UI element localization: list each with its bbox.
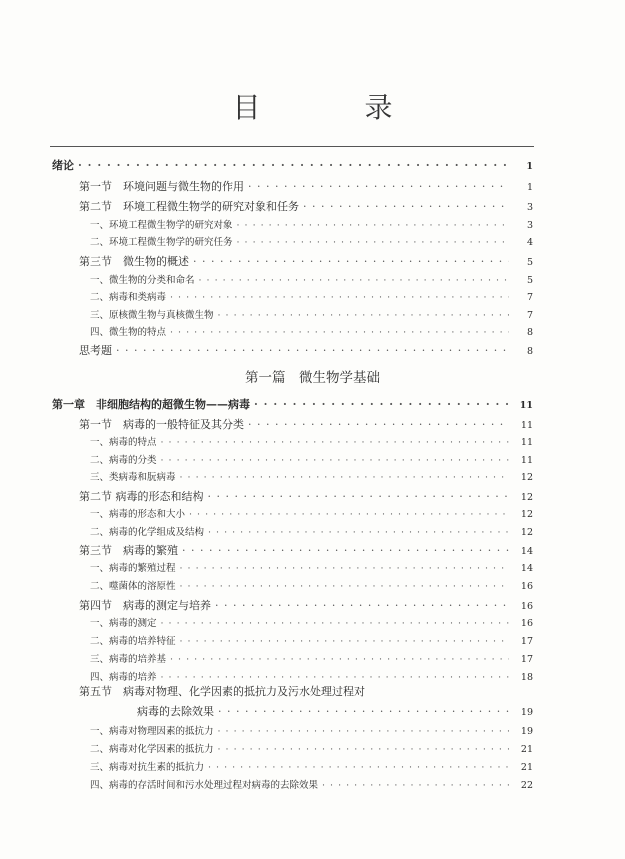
toc-entry-label: 一、病毒的形态和大小 — [90, 509, 186, 520]
leader-dots — [170, 327, 509, 338]
leader-dots — [199, 275, 509, 286]
toc-entry-label: 一、微生物的分类和命名 — [90, 275, 195, 286]
leader-dots — [180, 563, 509, 574]
toc-entry[interactable] — [90, 434, 533, 448]
leader-dots — [161, 455, 509, 466]
toc-page-number: 11 — [520, 437, 533, 448]
toc-entry[interactable] — [90, 234, 533, 248]
leader-dots — [170, 654, 509, 665]
toc-page-number: 8 — [526, 346, 533, 357]
leader-dots — [180, 636, 509, 647]
leader-dots — [254, 398, 509, 411]
leader-dots — [208, 490, 510, 503]
toc-entry[interactable] — [90, 324, 533, 338]
toc-entry[interactable] — [90, 289, 533, 303]
toc-page-number: 18 — [520, 672, 533, 683]
toc-entry-label: 第四节 病毒的测定与培养 — [79, 599, 211, 612]
toc-entry[interactable] — [90, 633, 533, 647]
toc-page-number: 12 — [520, 472, 533, 483]
leader-dots — [161, 618, 509, 629]
toc-page-number: 3 — [526, 202, 533, 213]
toc-entry-label: 病毒的去除效果 — [137, 705, 214, 718]
toc-page-number: 5 — [526, 275, 533, 286]
toc-entry[interactable] — [90, 469, 533, 483]
leader-dots — [208, 527, 509, 538]
toc-page-number: 11 — [520, 420, 533, 431]
leader-dots — [218, 726, 509, 737]
toc-page-number: 19 — [520, 707, 533, 718]
toc-entry[interactable] — [90, 669, 533, 683]
toc-entry-label: 二、环境工程微生物学的研究任务 — [90, 237, 233, 248]
leader-dots — [193, 255, 509, 268]
toc-entry-label: 一、环境工程微生物学的研究对象 — [90, 220, 233, 231]
toc-entry[interactable] — [90, 217, 533, 231]
toc-entry[interactable] — [79, 488, 533, 504]
leader-dots — [180, 581, 509, 592]
toc-entry-section5-line1[interactable] — [79, 683, 533, 699]
part-title: 第一篇 微生物学基础 — [245, 370, 380, 386]
leader-dots — [78, 159, 509, 172]
toc-entry[interactable] — [90, 777, 533, 791]
toc-entry-label: 第一章 非细胞结构的超微生物——病毒 — [52, 398, 250, 411]
toc-entry-label: 四、微生物的特点 — [90, 327, 167, 338]
toc-entry-label: 一、病毒的特点 — [90, 437, 157, 448]
leader-dots — [180, 472, 509, 483]
toc-page-number: 16 — [520, 581, 533, 592]
toc-page-number: 14 — [520, 563, 533, 574]
toc-entry[interactable] — [90, 307, 533, 321]
toc-entry-label: 第一节 病毒的一般特征及其分类 — [79, 418, 244, 431]
toc-entry-label: 二、病毒的分类 — [90, 455, 157, 466]
leader-dots — [170, 292, 509, 303]
toc-entry[interactable] — [90, 506, 533, 520]
toc-entry-label: 二、噬菌体的溶原性 — [90, 581, 176, 592]
toc-page-number: 5 — [526, 257, 533, 268]
leader-dots — [237, 237, 509, 248]
toc-entry-label: 二、病毒的培养特征 — [90, 636, 176, 647]
leader-dots — [248, 180, 509, 193]
toc-entry[interactable] — [90, 723, 533, 737]
toc-page-number: 22 — [520, 780, 533, 791]
toc-entry-label: 三、类病毒和朊病毒 — [90, 472, 176, 483]
toc-entry-label: 二、病毒的化学组成及结构 — [90, 527, 205, 538]
toc-page-number: 8 — [526, 327, 533, 338]
leader-dots — [322, 780, 509, 791]
toc-page-number: 12 — [520, 527, 533, 538]
toc-page-number: 1 — [526, 182, 533, 193]
toc-entry[interactable] — [90, 560, 533, 574]
toc-page-number: 17 — [520, 654, 533, 665]
toc-entry-label: 三、病毒对抗生素的抵抗力 — [90, 762, 205, 773]
toc-entry-label: 第五节 病毒对物理、化学因素的抵抗力及污水处理过程对 — [79, 685, 365, 698]
toc-page-number: 4 — [526, 237, 533, 248]
leader-dots — [161, 437, 509, 448]
toc-entry[interactable] — [90, 741, 533, 755]
toc-entry[interactable] — [79, 342, 533, 358]
toc-entry-label: 二、病毒对化学因素的抵抗力 — [90, 744, 214, 755]
toc-entry[interactable] — [90, 524, 533, 538]
leader-dots — [208, 762, 509, 773]
toc-page-number: 12 — [520, 492, 533, 503]
toc-entry[interactable] — [90, 615, 533, 629]
toc-page-number: 7 — [526, 310, 533, 321]
toc-entry-label: 第三节 微生物的概述 — [79, 255, 189, 268]
leader-dots — [218, 744, 509, 755]
toc-entry-label: 二、病毒和类病毒 — [90, 292, 167, 303]
leader-dots — [116, 344, 509, 357]
toc-entry-label: 四、病毒的存活时间和污水处理过程对病毒的去除效果 — [90, 780, 319, 791]
divider-line — [50, 146, 534, 147]
leader-dots — [182, 544, 509, 557]
toc-page-number: 16 — [520, 618, 533, 629]
toc-entry[interactable] — [52, 157, 533, 173]
leader-dots — [303, 200, 509, 213]
toc-entry[interactable] — [90, 651, 533, 665]
toc-entry[interactable] — [79, 178, 533, 194]
toc-page-number: 19 — [520, 726, 533, 737]
toc-entry[interactable] — [90, 578, 533, 592]
toc-page-number: 21 — [520, 762, 533, 773]
page-title: 目 录 — [232, 91, 431, 124]
toc-page-number: 11 — [519, 400, 533, 411]
toc-entry-label: 一、病毒的测定 — [90, 618, 157, 629]
toc-entry-label: 第三节 病毒的繁殖 — [79, 544, 178, 557]
toc-page-number: 11 — [520, 455, 533, 466]
toc-entry[interactable] — [90, 272, 533, 286]
toc-entry[interactable] — [52, 396, 533, 412]
leader-dots — [237, 220, 509, 231]
toc-page-number: 12 — [520, 509, 533, 520]
toc-entry-label: 第二节 病毒的形态和结构 — [79, 490, 204, 503]
toc-entry[interactable] — [79, 597, 533, 613]
toc-entry[interactable] — [90, 759, 533, 773]
toc-entry-label: 一、病毒对物理因素的抵抗力 — [90, 726, 214, 737]
toc-entry-label: 一、病毒的繁殖过程 — [90, 563, 176, 574]
toc-entry[interactable] — [79, 416, 533, 432]
toc-entry-label: 四、病毒的培养 — [90, 672, 157, 683]
toc-page-number: 14 — [520, 546, 533, 557]
toc-entry[interactable] — [79, 542, 533, 558]
toc-entry-label: 三、病毒的培养基 — [90, 654, 167, 665]
leader-dots — [218, 705, 509, 718]
toc-entry[interactable] — [79, 198, 533, 214]
toc-entry-label: 绪论 — [52, 159, 74, 172]
toc-entry-label: 思考题 — [79, 344, 112, 357]
toc-entry[interactable] — [90, 452, 533, 466]
toc-page-number: 17 — [520, 636, 533, 647]
toc-entry[interactable] — [79, 253, 533, 269]
toc-entry-label: 三、原核微生物与真核微生物 — [90, 310, 214, 321]
toc-page-number: 3 — [526, 220, 533, 231]
toc-page-number: 1 — [526, 161, 533, 172]
leader-dots — [218, 310, 509, 321]
toc-page-number: 21 — [520, 744, 533, 755]
toc-page-number: 7 — [526, 292, 533, 303]
toc-entry-label: 第二节 环境工程微生物学的研究对象和任务 — [79, 200, 299, 213]
toc-entry-label: 第一节 环境问题与微生物的作用 — [79, 180, 244, 193]
leader-dots — [161, 672, 509, 683]
leader-dots — [215, 599, 509, 612]
toc-entry-section5-line2[interactable] — [137, 703, 533, 719]
toc-page-number: 16 — [520, 601, 533, 612]
leader-dots — [248, 418, 509, 431]
leader-dots — [189, 509, 509, 520]
